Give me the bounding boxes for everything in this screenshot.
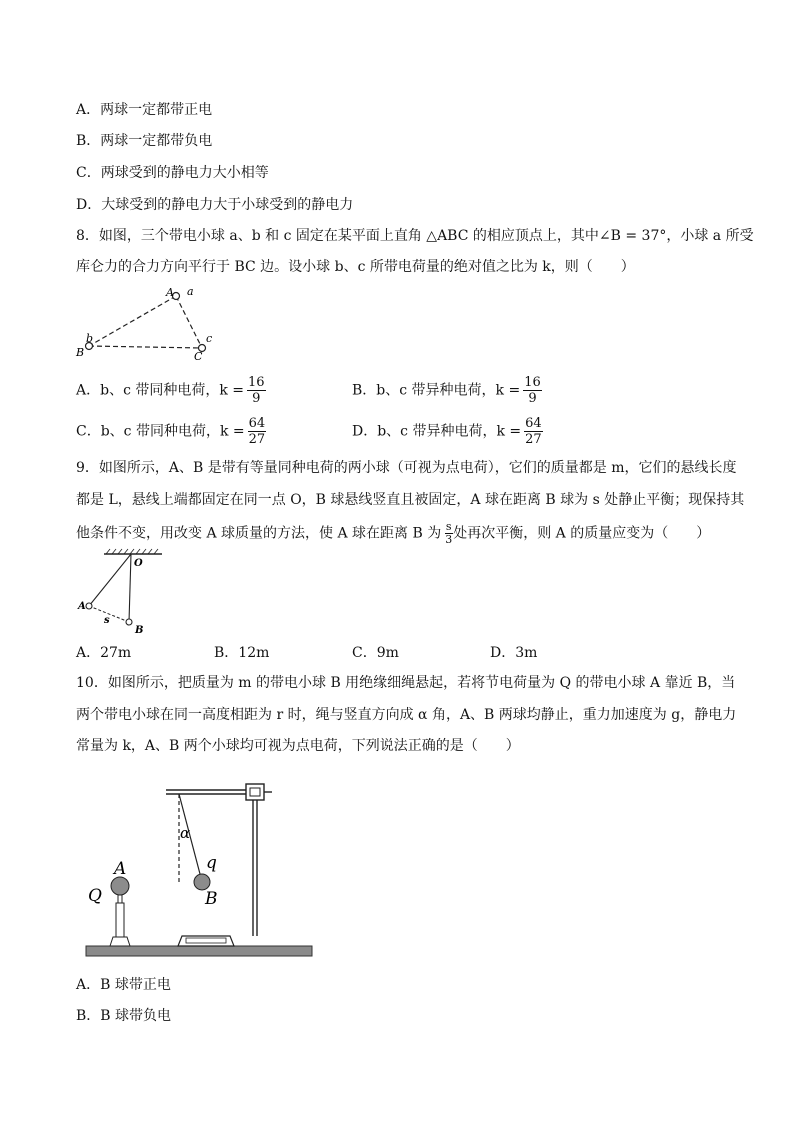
q10-option-a: A．B 球带正电 — [76, 977, 171, 993]
q8-option-a: A．b、c 带同种电荷，k = $\frac{16}{9}$ — [76, 375, 265, 406]
label-a: A — [78, 601, 86, 612]
clamp-inner — [250, 788, 260, 796]
q9-option-b: B．12m — [214, 645, 270, 661]
q7-option-a: A．两球一定都带正电 — [76, 102, 213, 118]
q10-stem-line3: 常量为 k，A、B 两个小球均可视为点电荷，下列说法正确的是（ ） — [76, 738, 520, 754]
base-plate — [86, 946, 312, 956]
string-b — [129, 554, 131, 622]
q7-option-b: B．两球一定都带负电 — [76, 133, 213, 149]
label-ball-b: b — [86, 332, 94, 345]
label-a: A — [114, 859, 127, 879]
label-ball-a: a — [187, 285, 194, 298]
label-vertex-a: A — [166, 286, 174, 299]
label-vertex-b: B — [76, 346, 85, 359]
q9-pendulum-figure — [76, 548, 176, 638]
label-alpha: α — [180, 824, 191, 842]
ball-a-base — [110, 937, 130, 946]
q7-option-d: D．大球受到的静电力大于小球受到的静电力 — [76, 197, 354, 213]
ball-a-post — [116, 903, 124, 937]
label-q-small: q — [206, 853, 217, 873]
q8-stem-line2: 库仑力的合力方向平行于 BC 边。设小球 b、c 所带电荷量的绝对值之比为 k，则（ ） — [76, 259, 635, 275]
label-ball-c: c — [206, 332, 213, 345]
q9-stem-line2: 都是 L，悬线上端都固定在同一点 O，B 球悬线竖直且被固定，A 球在距离 B 球为 s 处静止平衡；现保持其 — [76, 492, 745, 508]
ceiling-hatch — [106, 549, 158, 554]
q7-option-c: C．两球受到的静电力大小相等 — [76, 165, 269, 181]
q8-option-d: D．b、c 带异种电荷，k = $\frac{64}{27}$ — [352, 416, 542, 447]
ball-a-neck — [118, 895, 122, 903]
q10-stem-line1: 10．如图所示，把质量为 m 的带电小球 B 用绝缘细绳悬起，若将节电荷量为 Q 的带电小球 A 靠近 B，当 — [76, 675, 736, 691]
q8-triangle-figure — [74, 282, 224, 366]
q8-option-b: B．b、c 带异种电荷，k = $\frac{16}{9}$ — [352, 375, 541, 406]
q9-stem-line3: 他条件不变，用改变 A 球质量的方法，使 A 球在距离 B 为 $\frac{s}{3}$ 处再次平衡，则 A 的质量应变为（ ） — [76, 520, 711, 546]
string-a — [89, 554, 131, 606]
stand-foot-inner — [186, 938, 226, 943]
ball-a — [86, 603, 92, 609]
q10-option-b: B．B 球带负电 — [76, 1008, 172, 1024]
label-b: B — [135, 625, 144, 636]
q10-stem-line2: 两个带电小球在同一高度相距为 r 时，绳与竖直方向成 α 角，A、B 两球均静止，重力加速度为 g，静电力 — [76, 707, 737, 723]
q8-option-c: C．b、c 带同种电荷，k = $\frac{64}{27}$ — [76, 416, 266, 447]
ball-a — [111, 877, 129, 895]
label-b: B — [205, 889, 218, 909]
edge-ac — [176, 296, 202, 348]
edge-bc — [89, 346, 202, 348]
q10-apparatus-figure — [80, 778, 320, 962]
edge-ab — [89, 296, 176, 346]
q9-stem-line1: 9．如图所示，A、B 是带有等量同种电荷的两小球（可视为点电荷），它们的质量都是 m，它们的悬线长度 — [76, 460, 737, 476]
ball-b — [194, 874, 210, 890]
q8-stem-line1: 8．如图，三个带电小球 a、b 和 c 固定在某平面上直角 △ABC 的相应顶点上，其中∠B = 37°，小球 a 所受 — [76, 228, 754, 244]
label-s: s — [104, 615, 110, 626]
label-q-charge: Q — [88, 886, 102, 906]
q9-option-a: A．27m — [76, 645, 132, 661]
label-o: O — [134, 558, 143, 569]
ball-b — [126, 619, 132, 625]
label-vertex-c: C — [194, 350, 203, 363]
q9-option-d: D．3m — [490, 645, 538, 661]
q9-option-c: C．9m — [352, 645, 399, 661]
